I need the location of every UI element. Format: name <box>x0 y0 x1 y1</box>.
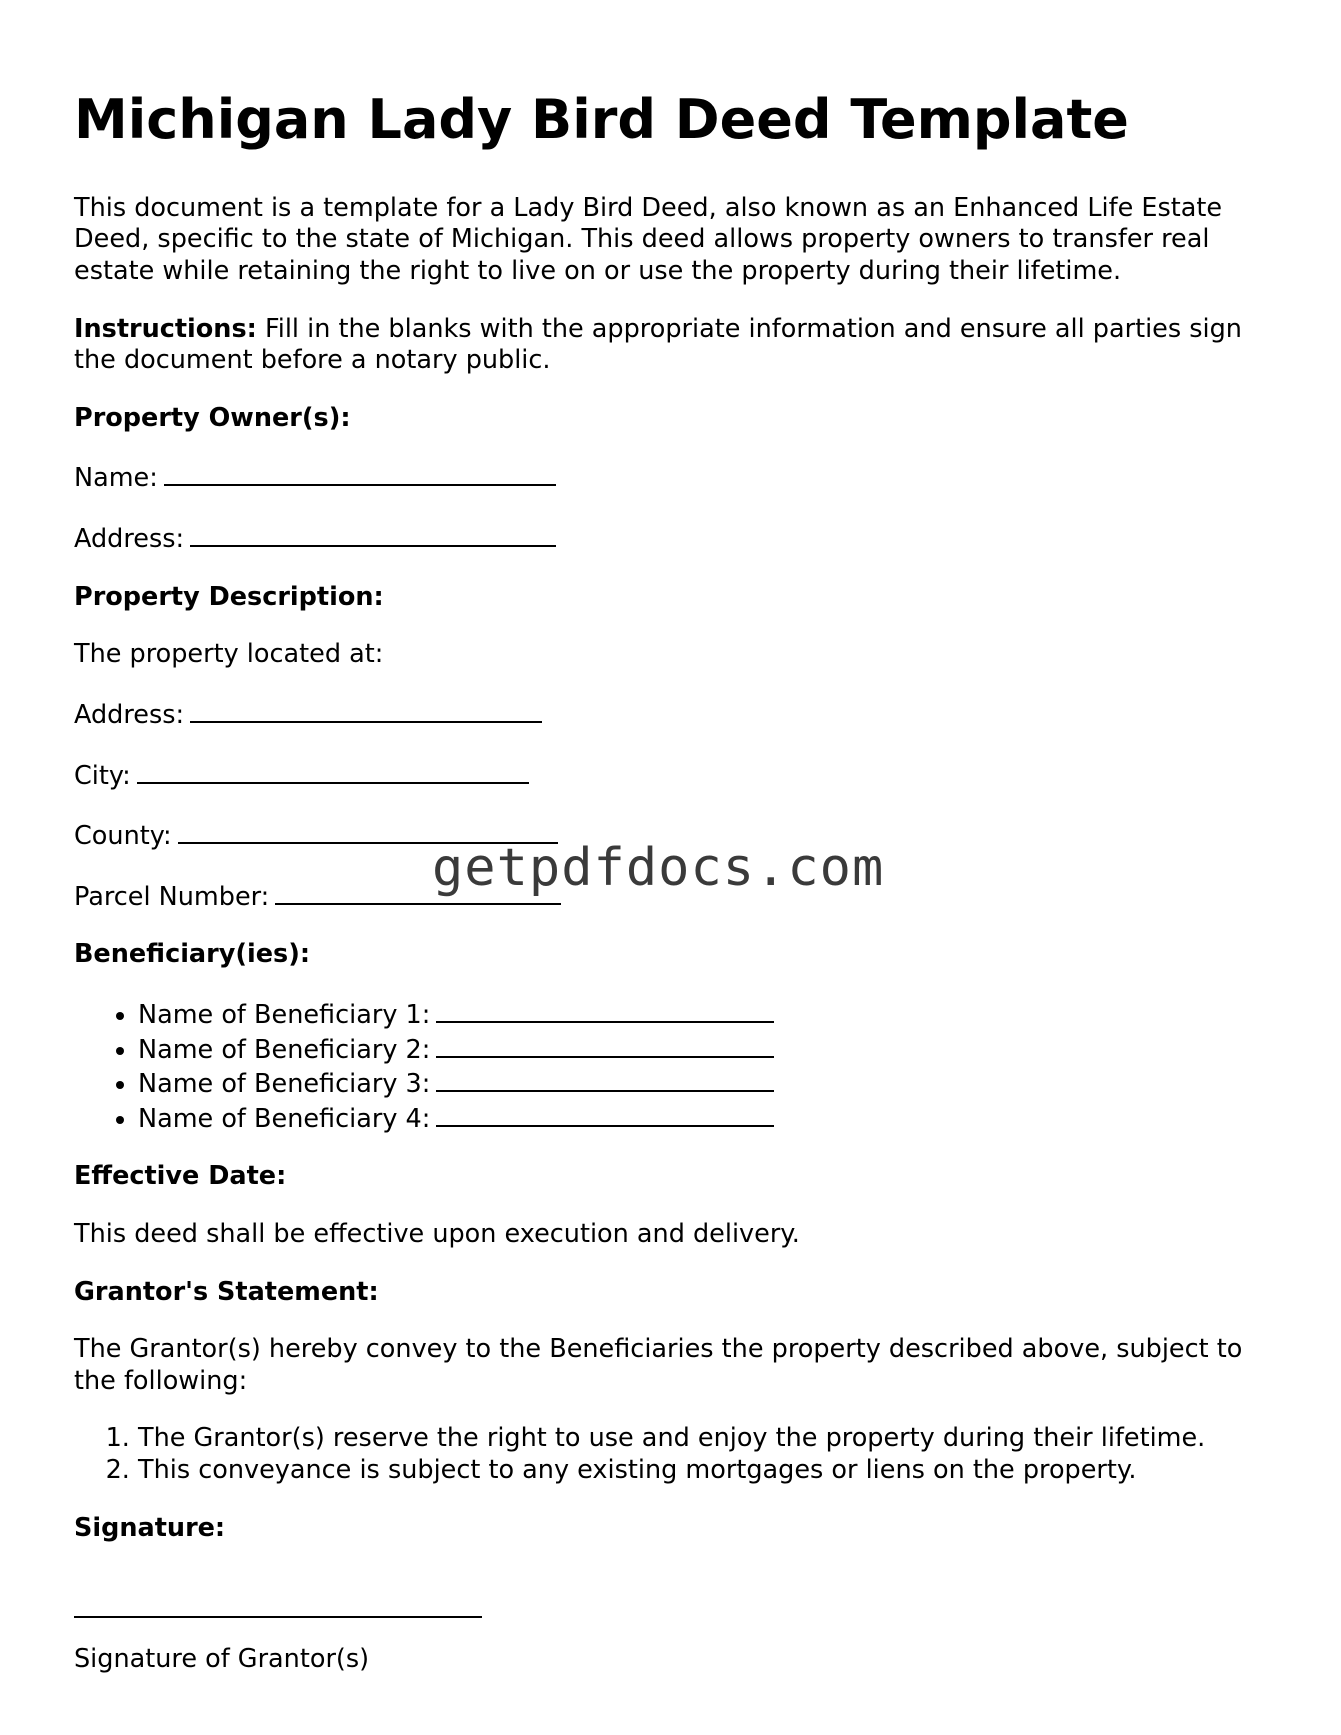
property-located-text: The property located at: <box>74 639 384 670</box>
list-item <box>138 997 1274 1032</box>
owner-address-row <box>74 521 1274 556</box>
instructions-paragraph <box>74 314 1274 377</box>
property-county-label: County: <box>74 821 172 852</box>
beneficiary-label: Name of Beneficiary 1: <box>138 999 431 1030</box>
list-item <box>138 1101 1274 1136</box>
property-address-label: Address: <box>74 699 185 730</box>
beneficiary-blank[interactable] <box>436 997 774 1023</box>
list-item: 1. The Grantor(s) reserve the right to use and enjoy the property during their lifetime. <box>138 1423 1274 1455</box>
property-city-blank[interactable] <box>137 758 529 784</box>
intro-paragraph: This document is a template for a Lady Bird Deed, also known as an Enhanced Life Estate Deed, specific to the state of Michigan. This deed allows property owners to transfer real estate while retaining the right to live on or use the property during their lifetime. <box>74 192 1223 287</box>
owner-address-label: Address: <box>74 524 185 555</box>
beneficiary-label: Name of Beneficiary 3: <box>138 1069 431 1100</box>
property-heading: Property Description: <box>74 581 384 612</box>
beneficiary-blank[interactable] <box>436 1032 774 1058</box>
signature-heading: Signature: <box>74 1512 226 1543</box>
property-address-row <box>74 697 1274 732</box>
owner-heading: Property Owner(s): <box>74 402 351 433</box>
list-item <box>138 1066 1274 1101</box>
signature-caption: Signature of Grantor(s) <box>74 1644 370 1675</box>
beneficiaries-heading: Beneficiary(ies): <box>74 939 311 970</box>
beneficiary-blank[interactable] <box>436 1066 774 1092</box>
beneficiary-blank[interactable] <box>436 1101 774 1127</box>
grantor-text: The Grantor(s) hereby convey to the Beneficiaries the property described above, subject to the following: <box>74 1334 1243 1396</box>
beneficiaries-list <box>74 997 1274 1135</box>
property-parcel-label: Parcel Number: <box>74 881 270 912</box>
instructions-label: Instructions: <box>74 313 257 344</box>
property-city-label: City: <box>74 760 131 791</box>
owner-address-blank[interactable] <box>190 521 556 547</box>
owner-name-row <box>74 460 1274 495</box>
effective-text: This deed shall be effective upon execution and delivery. <box>74 1218 800 1249</box>
list-item <box>138 1032 1274 1067</box>
beneficiary-label: Name of Beneficiary 2: <box>138 1034 431 1065</box>
page-title: Michigan Lady Bird Deed Template <box>74 88 1129 151</box>
signature-line[interactable] <box>74 1570 482 1618</box>
beneficiary-label: Name of Beneficiary 4: <box>138 1103 431 1134</box>
watermark-text: getpdfdocs.com <box>432 838 885 898</box>
grantor-conditions-list <box>74 1423 1274 1486</box>
property-address-blank[interactable] <box>190 697 542 723</box>
owner-name-label: Name: <box>74 463 158 494</box>
effective-heading: Effective Date: <box>74 1161 287 1192</box>
instructions-text: Fill in the blanks with the appropriate information and ensure all parties sign the document before a notary public. <box>74 313 1242 376</box>
property-city-row <box>74 758 1274 793</box>
list-item: 2. This conveyance is subject to any existing mortgages or liens on the property. <box>138 1455 1274 1487</box>
grantor-heading: Grantor's Statement: <box>74 1276 379 1307</box>
owner-name-blank[interactable] <box>164 460 556 486</box>
